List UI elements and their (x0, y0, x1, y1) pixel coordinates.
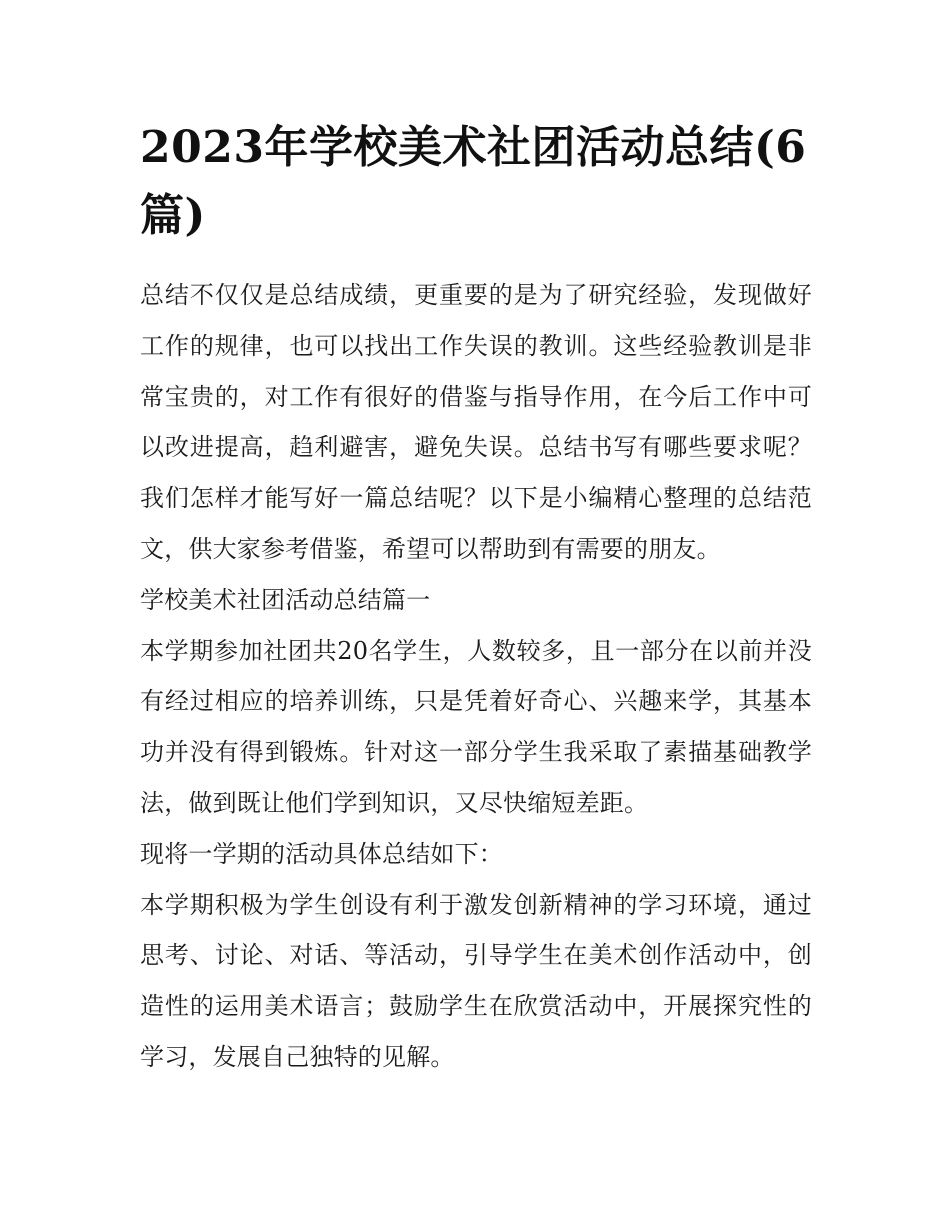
body-paragraph: 本学期参加社团共20名学生，人数较多，且一部分在以前并没有经过相应的培养训练，只是凭着好奇心、兴趣来学，其基本功并没有得到锻炼。针对这一部分学生我采取了素描基础教学法，做到既让他们学到知识，又尽快缩短差距。 (140, 636, 812, 817)
body-paragraph: 本学期积极为学生创设有利于激发创新精神的学习环境，通过思考、讨论、对话、等活动，引导学生在美术创作活动中，创造性的运用美术语言；鼓励学生在欣赏活动中，开展探究性的学习，发展自己独特的见解。 (140, 890, 812, 1071)
intro-paragraph: 总结不仅仅是总结成绩，更重要的是为了研究经验，发现做好工作的规律，也可以找出工作失误的教训。这些经验教训是非常宝贵的，对工作有很好的借鉴与指导作用，在今后工作中可以改进提高，趋利避害，避免失误。总结书写有哪些要求呢？我们怎样才能写好一篇总结呢？以下是小编精心整理的总结范文，供大家参考借鉴，希望可以帮助到有需要的朋友。 (140, 281, 812, 563)
section-heading: 学校美术社团活动总结篇一 (140, 585, 431, 614)
body-paragraph: 现将一学期的活动具体总结如下： (140, 839, 503, 868)
document-body (140, 114, 812, 1083)
document-title: 2023年学校美术社团活动总结(6篇) (140, 122, 807, 241)
